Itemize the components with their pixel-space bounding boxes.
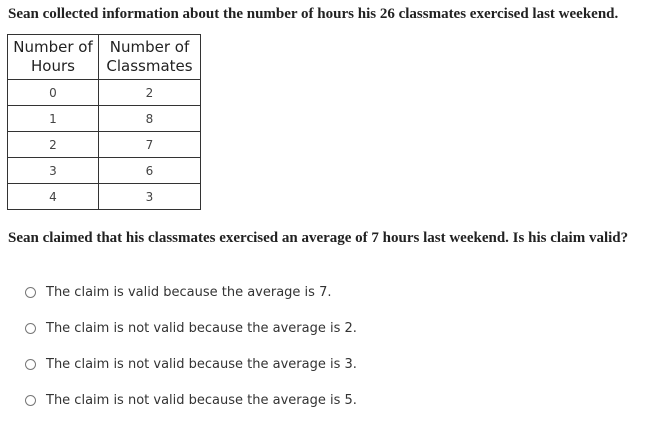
radio-button-a[interactable] <box>25 287 36 298</box>
cell-classmates: 8 <box>99 106 201 132</box>
table-header-row <box>8 35 201 80</box>
table-row <box>8 80 201 106</box>
cell-classmates: 2 <box>99 80 201 106</box>
choice-b-label[interactable]: The claim is not valid because the average is 2. <box>46 320 357 336</box>
cell-classmates: 6 <box>99 158 201 184</box>
choice-a-label[interactable]: The claim is valid because the average is 7. <box>46 284 332 300</box>
choice-b[interactable] <box>25 310 357 346</box>
cell-hours: 3 <box>8 158 99 184</box>
table-row <box>8 106 201 132</box>
cell-hours: 0 <box>8 80 99 106</box>
choice-a[interactable] <box>25 274 357 310</box>
cell-classmates: 3 <box>99 184 201 210</box>
header-classmates-line2: Classmates <box>106 57 193 75</box>
cell-classmates: 7 <box>99 132 201 158</box>
question-prompt: Sean claimed that his classmates exercised an average of 7 hours last weekend. Is his claim valid? <box>8 230 629 246</box>
radio-button-c[interactable] <box>25 359 36 370</box>
choice-d[interactable] <box>25 382 357 418</box>
cell-hours: 2 <box>8 132 99 158</box>
table-row <box>8 184 201 210</box>
table-row <box>8 132 201 158</box>
hours-table <box>7 34 201 210</box>
radio-button-d[interactable] <box>25 395 36 406</box>
cell-hours: 1 <box>8 106 99 132</box>
header-classmates-line1: Number of <box>109 38 190 56</box>
choice-c-label[interactable]: The claim is not valid because the average is 3. <box>46 356 357 372</box>
radio-button-b[interactable] <box>25 323 36 334</box>
header-hours-line1: Number of <box>13 38 93 56</box>
header-hours-line2: Hours <box>31 57 75 75</box>
question-intro: Sean collected information about the number of hours his 26 classmates exercised last weekend. <box>8 6 619 22</box>
cell-hours: 4 <box>8 184 99 210</box>
table-row <box>8 158 201 184</box>
header-hours <box>8 35 99 80</box>
answer-choices <box>25 274 357 418</box>
choice-d-label[interactable]: The claim is not valid because the average is 5. <box>46 392 357 408</box>
choice-c[interactable] <box>25 346 357 382</box>
header-classmates <box>99 35 201 80</box>
